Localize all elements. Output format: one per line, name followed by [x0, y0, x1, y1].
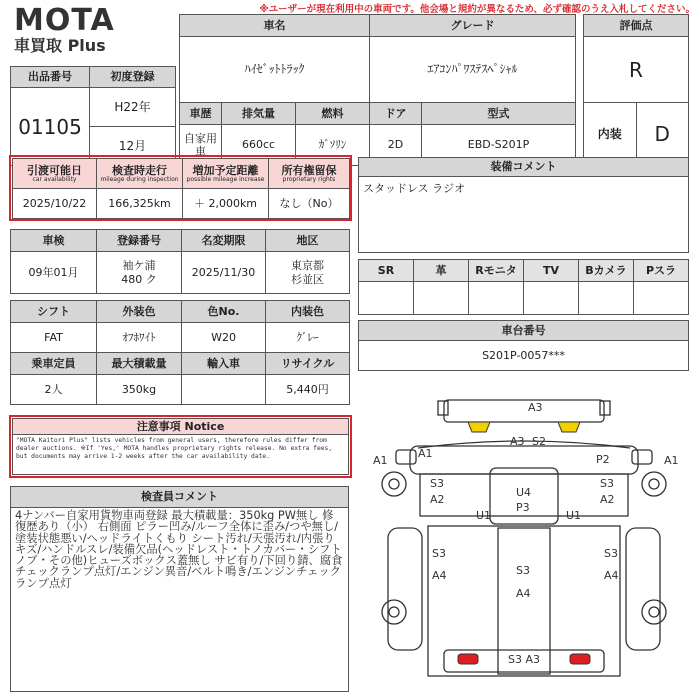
availability-date-header: 引渡可能日 car availability — [13, 159, 97, 189]
front-left-lamp — [468, 422, 490, 432]
mark-right-s3: S3 — [600, 477, 614, 490]
lot-number: 01105 — [11, 88, 90, 166]
history-label: 車歴 — [180, 103, 222, 125]
rear-left-hub — [389, 607, 399, 617]
mark-left-side-1: S3 — [432, 547, 446, 560]
exterior-color: ｵﾌﾎﾜｲﾄ — [97, 323, 182, 353]
interior-color: ｸﾞﾚｰ — [266, 323, 350, 353]
max-load: 350kg — [97, 375, 182, 405]
registration-table — [10, 229, 350, 294]
name-change-label: 名変期限 — [182, 230, 266, 252]
front-left-wheel — [382, 472, 406, 496]
mark-front-right: P2 — [596, 453, 610, 466]
grade: ｴｱｺﾝﾊﾟﾜｽﾃｽﾍﾟｼｬﾙ — [370, 37, 576, 103]
model: EBD-S201P — [422, 125, 576, 166]
mark-front-center-2: S2 — [532, 435, 546, 448]
region-label: 地区 — [266, 230, 350, 252]
car-name-label: 車名 — [180, 15, 370, 37]
car-name: ﾊｲｾﾞｯﾄﾄﾗｯｸ — [180, 37, 370, 103]
option-sr: SR — [359, 260, 414, 282]
options-table — [358, 259, 689, 315]
brand-name: MOTA — [14, 3, 115, 38]
inspector-comment: 4ナンバー自家用貨物車両登録 最大積載量：350kg PW無し 修復歴あり（小） 右側面 ピラー凹み/ルーフ全体に歪み/つや無し/塗装状態悪い/ヘッドライトくもり シート汚れ/天張汚れ/内張りキズ/ハンドルスレ/装備欠品(ヘッドレスト・トノカバー・シフトノブ・その他)ヒューズボックス蓋無し サビ有り/下回り錆、腐食 チェックランプ点灯/エンジン異音/ベルト鳴き/エンジンチェックランプ点灯 — [10, 507, 349, 692]
rear-right-hub — [649, 607, 659, 617]
plate-number: 袖ケ浦 480 ク — [97, 252, 182, 294]
color-no: W20 — [182, 323, 266, 353]
front-left-lamp-housing — [438, 401, 448, 415]
inspection-label: 車検 — [11, 230, 97, 252]
car-main-table — [179, 14, 576, 166]
interior-label: 内装 — [584, 103, 637, 166]
history: 自家用車 — [180, 125, 222, 166]
region: 東京都 杉並区 — [266, 252, 350, 294]
front-right-lamp — [558, 422, 580, 432]
left-mirror — [396, 450, 416, 464]
option-tv: TV — [524, 260, 579, 282]
mark-left-a2: A2 — [430, 493, 445, 506]
mark-center-top-1: U4 — [516, 486, 532, 499]
proprietary-rights: なし（No） — [269, 189, 350, 219]
recycle-fee: 5,440円 — [266, 375, 350, 405]
mark-center-top-2: P3 — [516, 501, 530, 514]
rear-left-wheel — [382, 600, 406, 624]
score-table — [583, 14, 689, 166]
inspection-date: 09年01月 — [11, 252, 97, 294]
right-mirror — [632, 450, 652, 464]
exterior-label: 外装色 — [97, 301, 182, 323]
front-bumper — [444, 400, 604, 422]
interior-score: D — [636, 103, 689, 166]
import-label: 輸入車 — [182, 353, 266, 375]
recycle-label: リサイクル — [266, 353, 350, 375]
import — [182, 375, 266, 405]
mark-right-side-1: S3 — [604, 547, 618, 560]
mark-left-u1: U1 — [476, 509, 492, 522]
model-label: 型式 — [422, 103, 576, 125]
first-reg-year: H22年 — [90, 88, 176, 127]
first-reg-month: 12月 — [90, 127, 176, 166]
mark-left-side-2: A4 — [432, 569, 447, 582]
option-back-camera: Bカメラ — [579, 260, 634, 282]
equipment-comment: スタッドレス ラジオ — [358, 176, 689, 253]
rear-right-wheel — [642, 600, 666, 624]
interior-color-label: 内装色 — [266, 301, 350, 323]
left-bed-side — [388, 528, 422, 650]
option-power-slide: Pスラ — [634, 260, 689, 282]
top-warning: ※ユーザーが現在利用中の車両です。他会場と規約が異なるため、必ず確認のうえ入札してください。 — [259, 4, 695, 15]
shift-label: シフト — [11, 301, 97, 323]
mark-right-u1: U1 — [566, 509, 582, 522]
option-rear-monitor: Rモニタ — [469, 260, 524, 282]
rear-left-lamp — [458, 654, 478, 664]
inspector-title: 検査員コメント — [10, 486, 349, 508]
fuel: ｶﾞｿﾘﾝ — [296, 125, 370, 166]
score-label: 評価点 — [584, 15, 689, 37]
mark-left-s3: S3 — [430, 477, 444, 490]
front-right-hub — [649, 479, 659, 489]
capacity-label: 乗車定員 — [11, 353, 97, 375]
shift: FAT — [11, 323, 97, 353]
availability-table — [12, 158, 350, 219]
chassis-title: 車台番号 — [358, 320, 689, 341]
color-no-label: 色No. — [182, 301, 266, 323]
mota-logo — [14, 3, 115, 56]
mileage-increase-header: 増加予定距離 possible mileage increase — [183, 159, 269, 189]
lot-label: 出品番号 — [11, 67, 90, 88]
lot-table — [10, 66, 176, 166]
mileage: 166,325km — [97, 189, 183, 219]
first-reg-label: 初度登録 — [90, 67, 176, 88]
fuel-label: 燃料 — [296, 103, 370, 125]
max-load-label: 最大積載量 — [97, 353, 182, 375]
front-left-hub — [389, 479, 399, 489]
equipment-title: 装備コメント — [358, 157, 689, 177]
doors-label: ドア — [370, 103, 422, 125]
name-change-deadline: 2025/11/30 — [182, 252, 266, 294]
displacement-label: 排気量 — [222, 103, 296, 125]
mileage-increase: ＋ 2,000km — [183, 189, 269, 219]
mark-rear: S3 A3 — [508, 653, 541, 666]
front-right-wheel — [642, 472, 666, 496]
doors: 2D — [370, 125, 422, 166]
availability-date: 2025/10/22 — [13, 189, 97, 219]
mark-front-center-1: A3 — [510, 435, 525, 448]
mark-right-a2: A2 — [600, 493, 615, 506]
mark-front-left-outer: A1 — [373, 454, 388, 467]
mark-center-mid-1: S3 — [516, 564, 530, 577]
mark-front-top: A3 — [528, 401, 543, 414]
proprietary-header: 所有権留保 proprietary rights — [269, 159, 350, 189]
mark-center-mid-2: A4 — [516, 587, 531, 600]
mark-right-side-2: A4 — [604, 569, 619, 582]
right-bed-side — [626, 528, 660, 650]
mark-front-left: A1 — [418, 447, 433, 460]
rear-right-lamp — [570, 654, 590, 664]
plate-label: 登録番号 — [97, 230, 182, 252]
mileage-header: 検査時走行 mileage during inspection — [97, 159, 183, 189]
score: R — [584, 37, 689, 103]
grade-label: グレード — [370, 15, 576, 37]
brand-subtitle: 車買取 Plus — [14, 36, 106, 55]
notice-title: 注意事項 Notice — [12, 418, 349, 435]
specs-table — [10, 300, 350, 405]
chassis-number: S201P-0057*** — [358, 340, 689, 371]
notice-body: "MOTA Kaitori Plus" lists vehicles from general users, therefore rules differ from dealer auctions. ※If 'Yes,' MOTA handles proprietary rights release. No extra fees, but documents may arrive 1-2 weeks after the car availability date. — [12, 434, 349, 475]
option-leather: 革 — [414, 260, 469, 282]
damage-diagram — [358, 378, 690, 696]
capacity: 2人 — [11, 375, 97, 405]
front-right-lamp-housing — [600, 401, 610, 415]
displacement: 660cc — [222, 125, 296, 166]
mark-front-right-outer: A1 — [664, 454, 679, 467]
